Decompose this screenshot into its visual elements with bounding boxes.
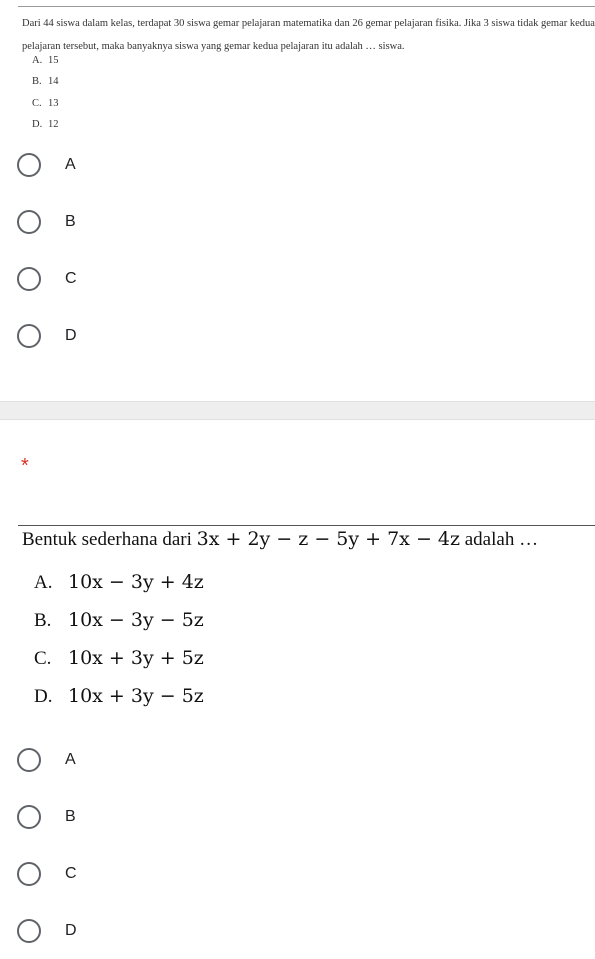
q1-choice-a[interactable]: A bbox=[17, 136, 77, 193]
top-divider bbox=[18, 6, 595, 7]
q1-option-c: C. 13 bbox=[32, 97, 59, 109]
q2-option-b: B. 10x − 3y − 5z bbox=[34, 609, 204, 631]
q1-choice-c[interactable]: C bbox=[17, 250, 77, 307]
question-2-options bbox=[34, 563, 204, 715]
question-1-options bbox=[32, 50, 59, 135]
question-2-divider bbox=[18, 525, 595, 526]
question-2-prefix: Bentuk sederhana dari bbox=[22, 529, 192, 550]
question-1-choices bbox=[17, 136, 77, 364]
q2-option-d: D. 10x + 3y − 5z bbox=[34, 685, 204, 707]
radio-button[interactable] bbox=[17, 862, 41, 886]
q2-option-a: A. 10x − 3y + 4z bbox=[34, 571, 204, 593]
question-2-choices bbox=[17, 731, 77, 959]
radio-button[interactable] bbox=[17, 919, 41, 943]
q2-option-c: C. 10x + 3y + 5z bbox=[34, 647, 204, 669]
q1-option-d: D. 12 bbox=[32, 118, 59, 130]
q1-choice-d[interactable]: D bbox=[17, 307, 77, 364]
q1-choice-b[interactable]: B bbox=[17, 193, 77, 250]
radio-button[interactable] bbox=[17, 267, 41, 291]
q2-choice-a[interactable]: A bbox=[17, 731, 77, 788]
required-marker: * bbox=[21, 455, 29, 477]
radio-button[interactable] bbox=[17, 805, 41, 829]
question-2-expression: 3x + 2y − z − 5y + 7x − 4z bbox=[196, 528, 460, 550]
question-2-text bbox=[22, 528, 538, 551]
q1-option-a: A. 15 bbox=[32, 55, 59, 66]
radio-button[interactable] bbox=[17, 153, 41, 177]
q2-choice-b[interactable]: B bbox=[17, 788, 77, 845]
radio-button[interactable] bbox=[17, 748, 41, 772]
question-2-suffix: adalah … bbox=[464, 529, 539, 550]
radio-button[interactable] bbox=[17, 324, 41, 348]
q1-option-b: B. 14 bbox=[32, 76, 59, 88]
section-divider bbox=[0, 401, 595, 420]
q2-choice-d[interactable]: D bbox=[17, 902, 77, 959]
q2-choice-c[interactable]: C bbox=[17, 845, 77, 902]
question-1-text: Dari 44 siswa dalam kelas, terdapat 30 siswa gemar pelajaran matematika dan 26 gemar pelajaran fisika. Jika 3 siswa tidak gemar kedua pelajaran tersebut, maka banyaknya siswa yang gemar kedua pelajaran itu adalah … siswa. bbox=[22, 18, 595, 52]
radio-button[interactable] bbox=[17, 210, 41, 234]
